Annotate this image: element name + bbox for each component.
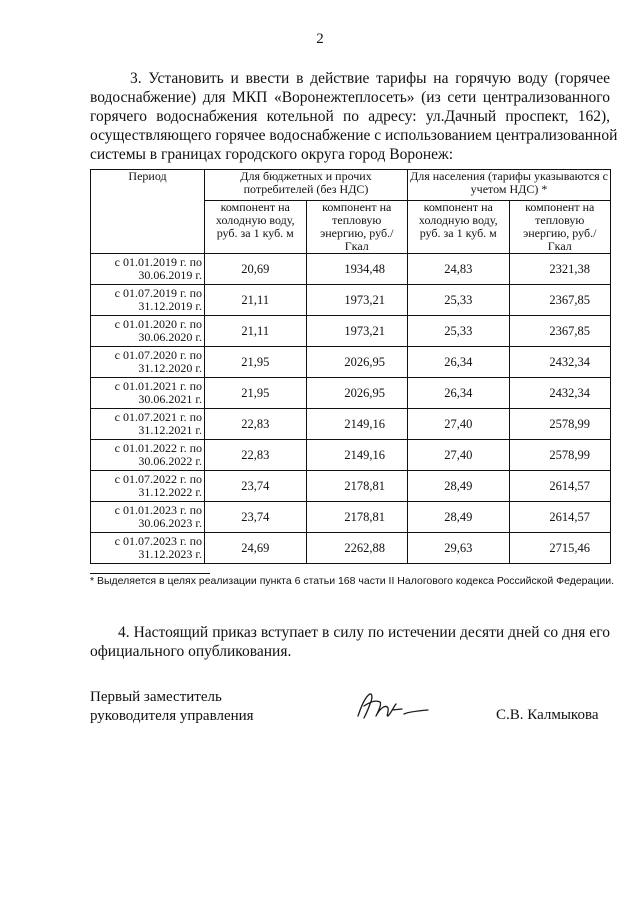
table-row (91, 285, 611, 316)
period-from: с 01.07.2022 г. по (114, 472, 202, 486)
table-row (91, 347, 611, 378)
signatory-title (90, 688, 254, 726)
value-cell: 24,83 (408, 254, 510, 285)
value-cell: 2614,57 (509, 502, 611, 533)
value-cell: 2578,99 (509, 440, 611, 471)
footnote: * Выделяется в целях реализации пункта 6 статьи 168 части II Налогового кодекса Российской Федерации. (90, 575, 615, 587)
value-cell: 25,33 (408, 316, 510, 347)
value-cell: 26,34 (408, 378, 510, 409)
value-cell: 22,83 (205, 409, 307, 440)
value-cell: 27,40 (408, 440, 510, 471)
period-to: 31.12.2022 г. (138, 485, 202, 499)
footnote-divider (90, 573, 210, 574)
value-cell: 2149,16 (306, 409, 408, 440)
paragraph-line: системы в границах городского округа город Воронеж: (90, 146, 454, 163)
period-from: с 01.01.2023 г. по (114, 503, 202, 517)
value-cell: 2432,34 (509, 347, 611, 378)
period-to: 30.06.2019 г. (138, 268, 202, 282)
period-cell (91, 347, 205, 378)
period-cell (91, 533, 205, 564)
period-cell (91, 378, 205, 409)
value-cell: 2321,38 (509, 254, 611, 285)
period-to: 31.12.2019 г. (138, 299, 202, 313)
header-group-population: Для населения (тарифы указываются с учетом НДС) * (408, 170, 611, 201)
period-to: 31.12.2023 г. (138, 547, 202, 561)
value-cell: 2178,81 (306, 471, 408, 502)
value-cell: 2178,81 (306, 502, 408, 533)
value-cell: 21,11 (205, 285, 307, 316)
period-from: с 01.07.2021 г. по (114, 410, 202, 424)
value-cell: 27,40 (408, 409, 510, 440)
value-cell: 23,74 (205, 502, 307, 533)
signatory-title-line: руководителя управления (90, 708, 254, 724)
value-cell: 2614,57 (509, 471, 611, 502)
period-to: 31.12.2021 г. (138, 423, 202, 437)
table-row (91, 502, 611, 533)
value-cell: 26,34 (408, 347, 510, 378)
period-to: 30.06.2022 г. (138, 454, 202, 468)
table-row (91, 471, 611, 502)
signatory-name: С.В. Калмыкова (496, 707, 599, 723)
period-cell (91, 409, 205, 440)
value-cell: 21,95 (205, 378, 307, 409)
value-cell: 2715,46 (509, 533, 611, 564)
value-cell: 28,49 (408, 502, 510, 533)
period-cell (91, 440, 205, 471)
header-period: Период (91, 170, 205, 254)
table-row (91, 533, 611, 564)
paragraph-line: 3. Установить и ввести в действие тарифы на горячую воду (горячее (130, 70, 610, 87)
value-cell: 21,95 (205, 347, 307, 378)
signatory-title-line: Первый заместитель (90, 689, 222, 705)
value-cell: 2578,99 (509, 409, 611, 440)
value-cell: 29,63 (408, 533, 510, 564)
paragraph-line: осуществляющего горячее водоснабжение с использованием централизованной (90, 127, 618, 144)
table-row (91, 254, 611, 285)
value-cell: 22,83 (205, 440, 307, 471)
period-to: 30.06.2021 г. (138, 392, 202, 406)
value-cell: 23,74 (205, 471, 307, 502)
paragraph-line: водоснабжение) для МКП «Воронежтеплосеть» (из сети централизованного (90, 89, 610, 106)
paragraph-line: 4. Настоящий приказ вступает в силу по истечении десяти дней со дня его (118, 624, 610, 641)
period-to: 30.06.2023 г. (138, 516, 202, 530)
value-cell: 2149,16 (306, 440, 408, 471)
period-cell (91, 285, 205, 316)
value-cell: 1934,48 (306, 254, 408, 285)
value-cell: 21,11 (205, 316, 307, 347)
value-cell: 2367,85 (509, 285, 611, 316)
section-4-paragraph (90, 623, 610, 661)
table-row (91, 409, 611, 440)
subheader-heat-energy-population: компонент на тепловую энергию, руб./Гкал (509, 201, 611, 254)
period-from: с 01.07.2019 г. по (114, 286, 202, 300)
period-from: с 01.01.2022 г. по (114, 441, 202, 455)
subheader-cold-water-budget: компонент на холодную воду, руб. за 1 куб. м (205, 201, 307, 254)
value-cell: 2262,88 (306, 533, 408, 564)
period-to: 30.06.2020 г. (138, 330, 202, 344)
period-from: с 01.07.2023 г. по (114, 534, 202, 548)
subheader-cold-water-population: компонент на холодную воду, руб. за 1 куб. м (408, 201, 510, 254)
section-3-paragraph (90, 69, 618, 164)
value-cell: 24,69 (205, 533, 307, 564)
period-cell (91, 254, 205, 285)
value-cell: 28,49 (408, 471, 510, 502)
period-from: с 01.07.2020 г. по (114, 348, 202, 362)
paragraph-line: горячего водоснабжения котельной по адресу: ул.Дачный проспект, 162), (90, 108, 610, 125)
tariff-table (90, 169, 611, 564)
value-cell: 2367,85 (509, 316, 611, 347)
value-cell: 2026,95 (306, 378, 408, 409)
period-from: с 01.01.2020 г. по (114, 317, 202, 331)
period-from: с 01.01.2019 г. по (114, 255, 202, 269)
value-cell: 25,33 (408, 285, 510, 316)
value-cell: 1973,21 (306, 316, 408, 347)
table-row (91, 440, 611, 471)
header-group-budget: Для бюджетных и прочих потребителей (без НДС) (205, 170, 408, 201)
period-to: 31.12.2020 г. (138, 361, 202, 375)
paragraph-line: официального опубликования. (90, 643, 292, 660)
period-cell (91, 316, 205, 347)
value-cell: 1973,21 (306, 285, 408, 316)
period-from: с 01.01.2021 г. по (114, 379, 202, 393)
table-row (91, 378, 611, 409)
value-cell: 2432,34 (509, 378, 611, 409)
handwritten-signature (352, 686, 432, 726)
value-cell: 20,69 (205, 254, 307, 285)
value-cell: 2026,95 (306, 347, 408, 378)
page-number: 2 (316, 31, 324, 47)
period-cell (91, 502, 205, 533)
subheader-heat-energy-budget: компонент на тепловую энергию, руб./Гкал (306, 201, 408, 254)
period-cell (91, 471, 205, 502)
table-row (91, 316, 611, 347)
